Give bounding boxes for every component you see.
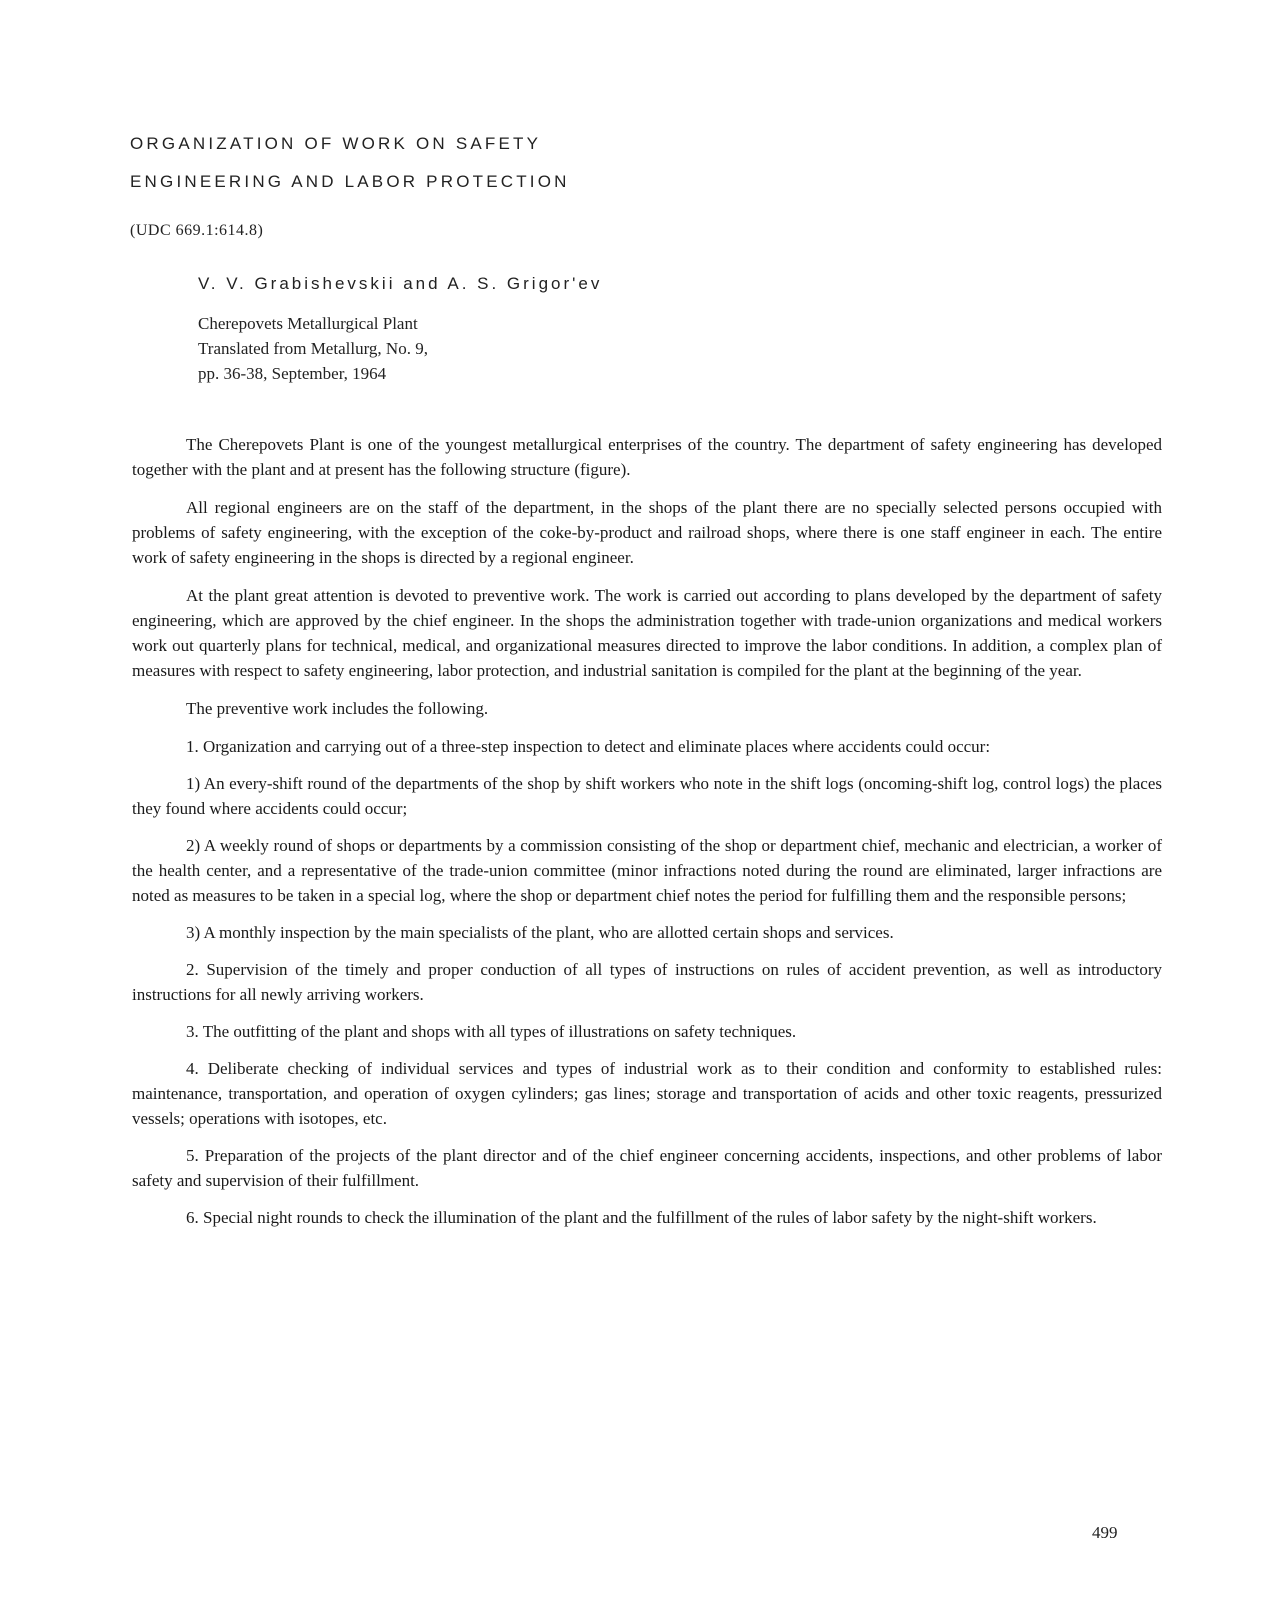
- paragraph-includes: The preventive work includes the following.: [186, 699, 489, 718]
- authors: V. V. Grabishevskii and A. S. Grigor'ev: [198, 274, 603, 293]
- list-subitem-1: 1) An every-shift round of the departments of the shop by shift workers who note in the shift logs (oncoming-shift log, control logs) the places they found where accidents could occur;: [132, 774, 1162, 818]
- list-subitem-3: 3) A monthly inspection by the main specialists of the plant, who are allotted certain shops and services.: [186, 923, 894, 942]
- paragraph-preventive: At the plant great attention is devoted to preventive work. The work is carried out according to plans developed by the department of safety engineering, which are approved by the chief engineer. In the shops the administration together with trade-union organizations and medical workers work out quarterly plans for technical, medical, and organizational measures directed to improve the labor conditions. In addition, a complex plan of measures with respect to safety engineering, labor protection, and industrial sanitation is compiled for the plant at the beginning of the year.: [132, 586, 1162, 680]
- article-title-line-1: ORGANIZATION OF WORK ON SAFETY: [130, 134, 542, 153]
- affiliation: Cherepovets Metallurgical Plant: [198, 314, 418, 333]
- udc-code: (UDC 669.1:614.8): [130, 222, 264, 239]
- list-item-4: 4. Deliberate checking of individual services and types of industrial work as to their condition and conformity to established rules: maintenance, transportation, and operation of oxygen cylinders; gas lines; storage and transportation of acids and other toxic reagents, pressurized vessels; operations with isotopes, etc.: [132, 1059, 1162, 1128]
- pages-date: pp. 36-38, September, 1964: [198, 364, 387, 383]
- translation-source: Translated from Metallurg, No. 9,: [198, 339, 428, 358]
- article-title-line-2: ENGINEERING AND LABOR PROTECTION: [130, 172, 570, 191]
- list-subitem-2: 2) A weekly round of shops or departments by a commission consisting of the shop or department chief, mechanic and electrician, a worker of the health center, and a representative of the trade-union committee (minor infractions noted during the round are eliminated, larger infractions are noted as measures to be taken in a special log, where the shop or department chief notes the period for fulfilling them and the responsible persons;: [132, 836, 1162, 905]
- article-body: [132, 432, 1162, 1242]
- list-item-5: 5. Preparation of the projects of the plant director and of the chief engineer concerning accidents, inspections, and other problems of labor safety and supervision of their fulfillment.: [132, 1146, 1162, 1190]
- list-item-2: 2. Supervision of the timely and proper conduction of all types of instructions on rules of accident prevention, as well as introductory instructions for all newly arriving workers.: [132, 960, 1162, 1004]
- paragraph-intro: The Cherepovets Plant is one of the youngest metallurgical enterprises of the country. The department of safety engineering has developed together with the plant and at present has the following structure (figure).: [132, 435, 1162, 479]
- paragraph-staff: All regional engineers are on the staff of the department, in the shops of the plant there are no specially selected persons occupied with problems of safety engineering, with the exception of the coke-by-product and railroad shops, where there is one staff engineer in each. The entire work of safety engineering in the shops is directed by a regional engineer.: [132, 498, 1162, 567]
- list-item-1: 1. Organization and carrying out of a three-step inspection to detect and eliminate places where accidents could occur:: [186, 737, 991, 756]
- list-item-6: 6. Special night rounds to check the illumination of the plant and the fulfillment of the rules of labor safety by the night-shift workers.: [186, 1208, 1097, 1227]
- list-item-3: 3. The outfitting of the plant and shops with all types of illustrations on safety techniques.: [186, 1022, 797, 1041]
- page-number: 499: [1092, 1523, 1118, 1542]
